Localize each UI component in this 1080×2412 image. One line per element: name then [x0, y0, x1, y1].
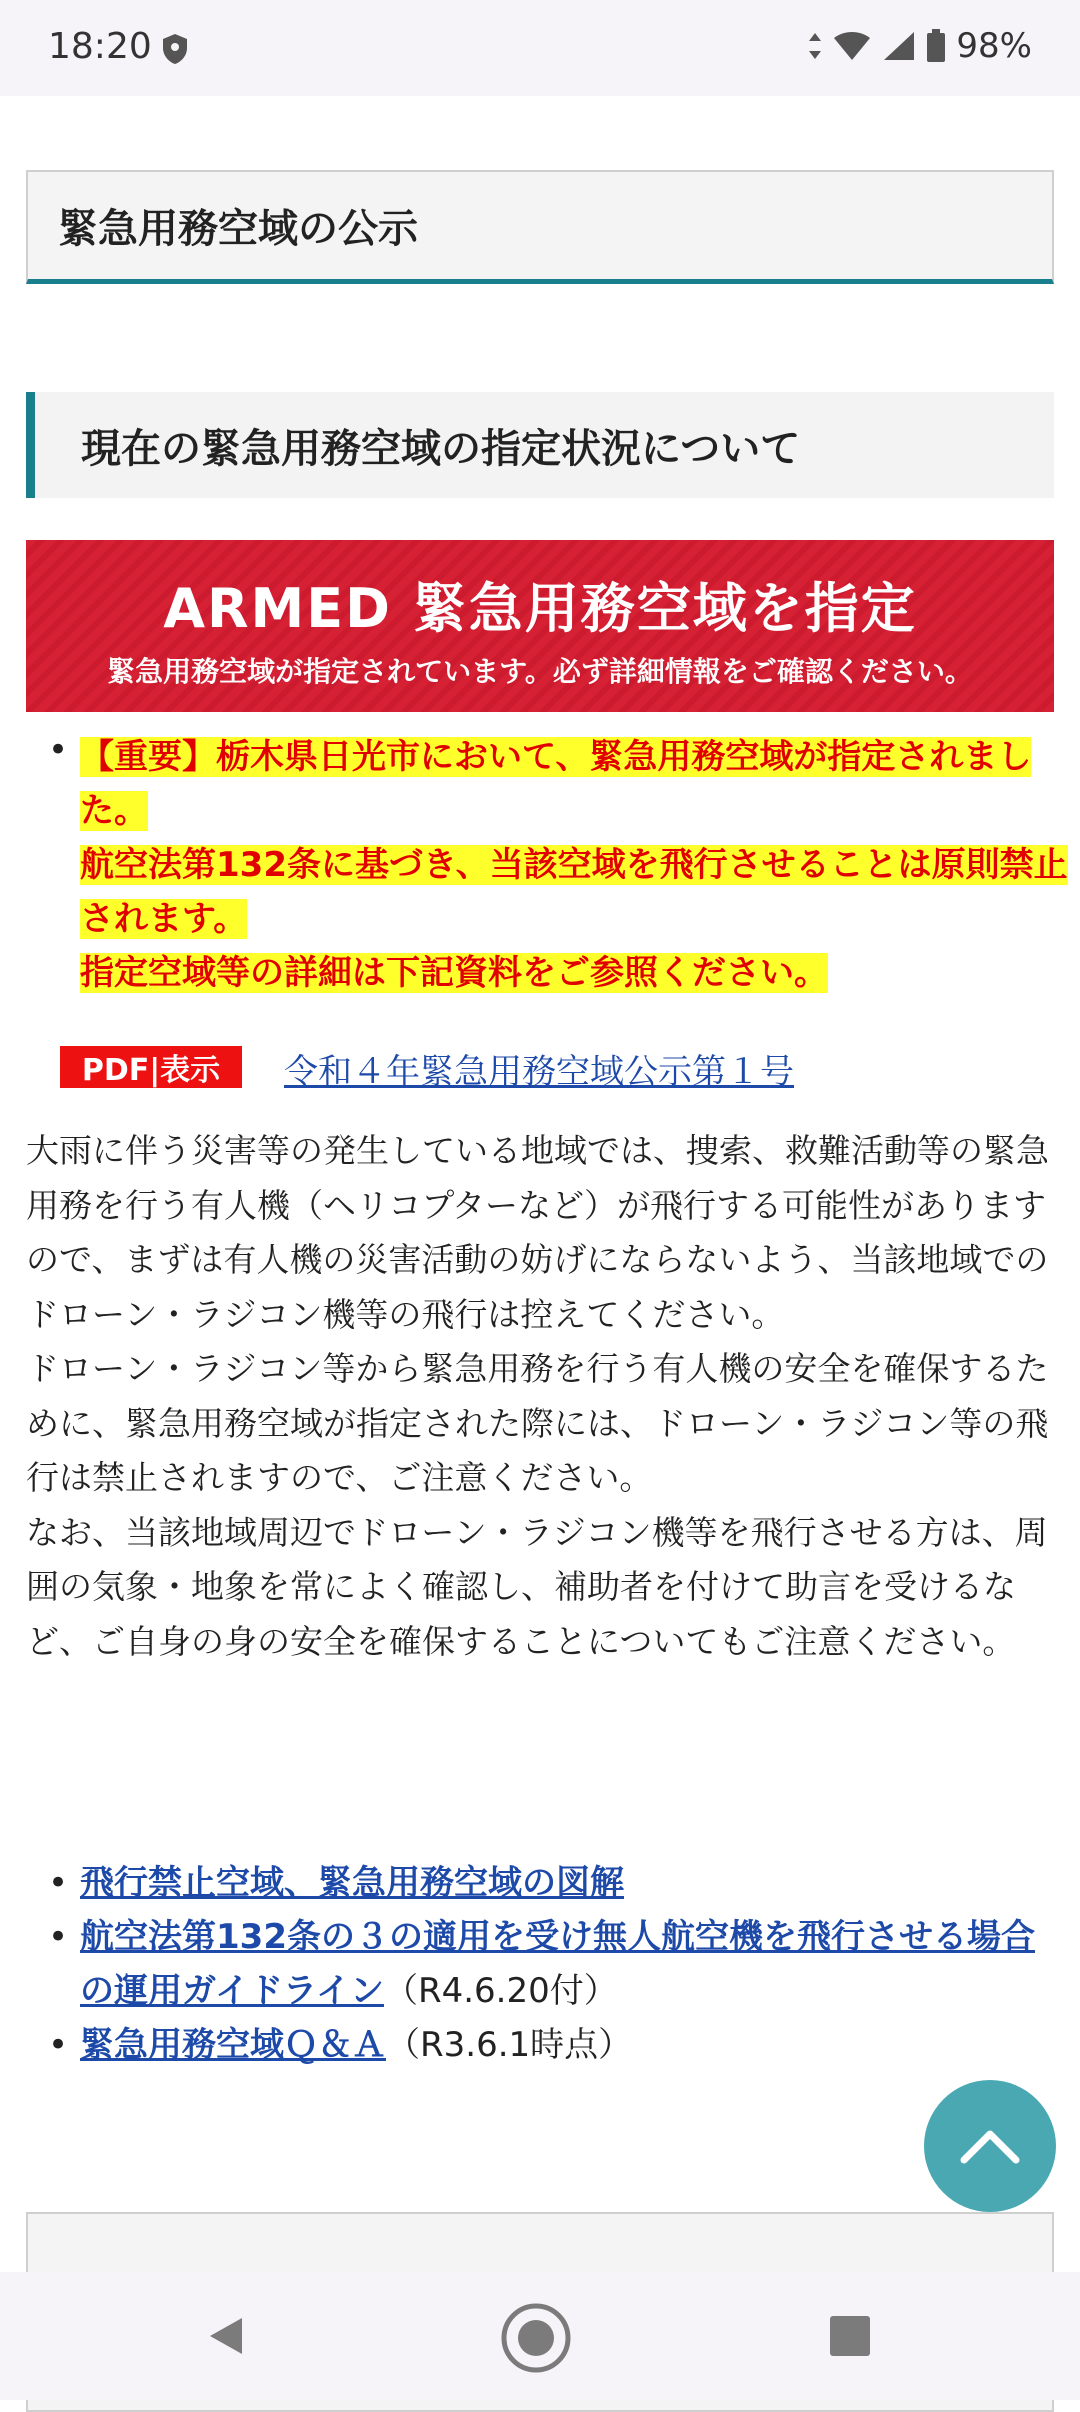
body-paragraph-2: ドローン・ラジコン等から緊急用務を行う有人機の安全を確保するために、緊急用務空域が指定された際には、ドローン・ラジコン等の飛行は禁止されますので、ご注意ください。 [26, 1349, 1049, 1497]
page-title: 緊急用務空域の公示 [58, 206, 418, 252]
data-arrows-icon [808, 31, 822, 61]
chevron-up-icon [958, 2126, 1022, 2166]
status-icons [808, 26, 1032, 66]
link-airspace-diagram[interactable]: 飛行禁止空域、緊急用務空域の図解 [80, 1863, 624, 1903]
list-item: • 緊急用務空域Ｑ＆Ａ（R3.6.1時点） [48, 2025, 633, 2065]
home-icon[interactable] [500, 2302, 572, 2374]
wifi-icon [832, 30, 872, 62]
shield-icon [160, 32, 190, 66]
armed-banner [26, 540, 1054, 712]
recent-apps-icon[interactable] [830, 2316, 870, 2356]
section-heading [26, 392, 1054, 498]
body-paragraph-1: 大雨に伴う災害等の発生している地域では、捜索、救難活動等の緊急用務を行う有人機（ヘリコプターなど）が飛行する可能性がありますので、まずは有人機の災害活動の妨げにならないよう、当該地域でのドローン・ラジコン機等の飛行は控えてください。 [26, 1131, 1049, 1334]
navigation-bar [0, 2272, 1080, 2400]
cell-signal-icon [882, 30, 916, 62]
scroll-to-top-button[interactable] [924, 2080, 1056, 2212]
pdf-badge: PDF|表示 [60, 1046, 242, 1088]
battery-level: 98% [956, 26, 1032, 66]
status-time: 18:20 [48, 26, 152, 67]
notice-line-2: 航空法第132条に基づき、当該空域を飛行させることは原則禁止されます。 [80, 845, 1068, 939]
bullet: • [48, 730, 69, 770]
back-icon[interactable] [204, 2314, 248, 2358]
banner-sub-text: 緊急用務空域が指定されています。必ず詳細情報をご確認ください。 [107, 655, 973, 688]
body-paragraph-3: なお、当該地域周辺でドローン・ラジコン機等を飛行させる方は、周囲の気象・地象を常によく確認し、補助者を付けて助言を受けるなど、ご自身の身の安全を確保することについてもご注意ください。 [26, 1512, 1048, 1661]
link-operation-guideline[interactable]: 航空法第132条の３の適用を受け無人航空機を飛行させる場合の運用ガイドライン [80, 1917, 1035, 2011]
status-bar [0, 0, 1080, 96]
pdf-document-link[interactable]: 令和４年緊急用務空域公示第１号 [284, 1052, 794, 1092]
link-date-suffix: （R3.6.1時点） [386, 2025, 633, 2065]
link-qa[interactable]: 緊急用務空域Ｑ＆Ａ [80, 2025, 386, 2065]
banner-main-text: ARMED 緊急用務空域を指定 [163, 577, 917, 640]
battery-icon [926, 29, 946, 63]
page-title-box [26, 170, 1054, 284]
list-item: • 飛行禁止空域、緊急用務空域の図解 [48, 1863, 624, 1903]
related-links [26, 1856, 1054, 2072]
notice-line-1: 【重要】栃木県日光市において、緊急用務空域が指定されました。 [80, 737, 1032, 831]
list-item: • 航空法第132条の３の適用を受け無人航空機を飛行させる場合の運用ガイドライン（R4.6.20付） [48, 1917, 1035, 2011]
section-heading-text: 現在の緊急用務空域の指定状況について [81, 425, 801, 472]
notice-line-3: 指定空域等の詳細は下記資料をご参照ください。 [80, 953, 828, 993]
body-text [26, 1124, 1060, 1669]
link-date-suffix: （R4.6.20付） [383, 1971, 618, 2011]
